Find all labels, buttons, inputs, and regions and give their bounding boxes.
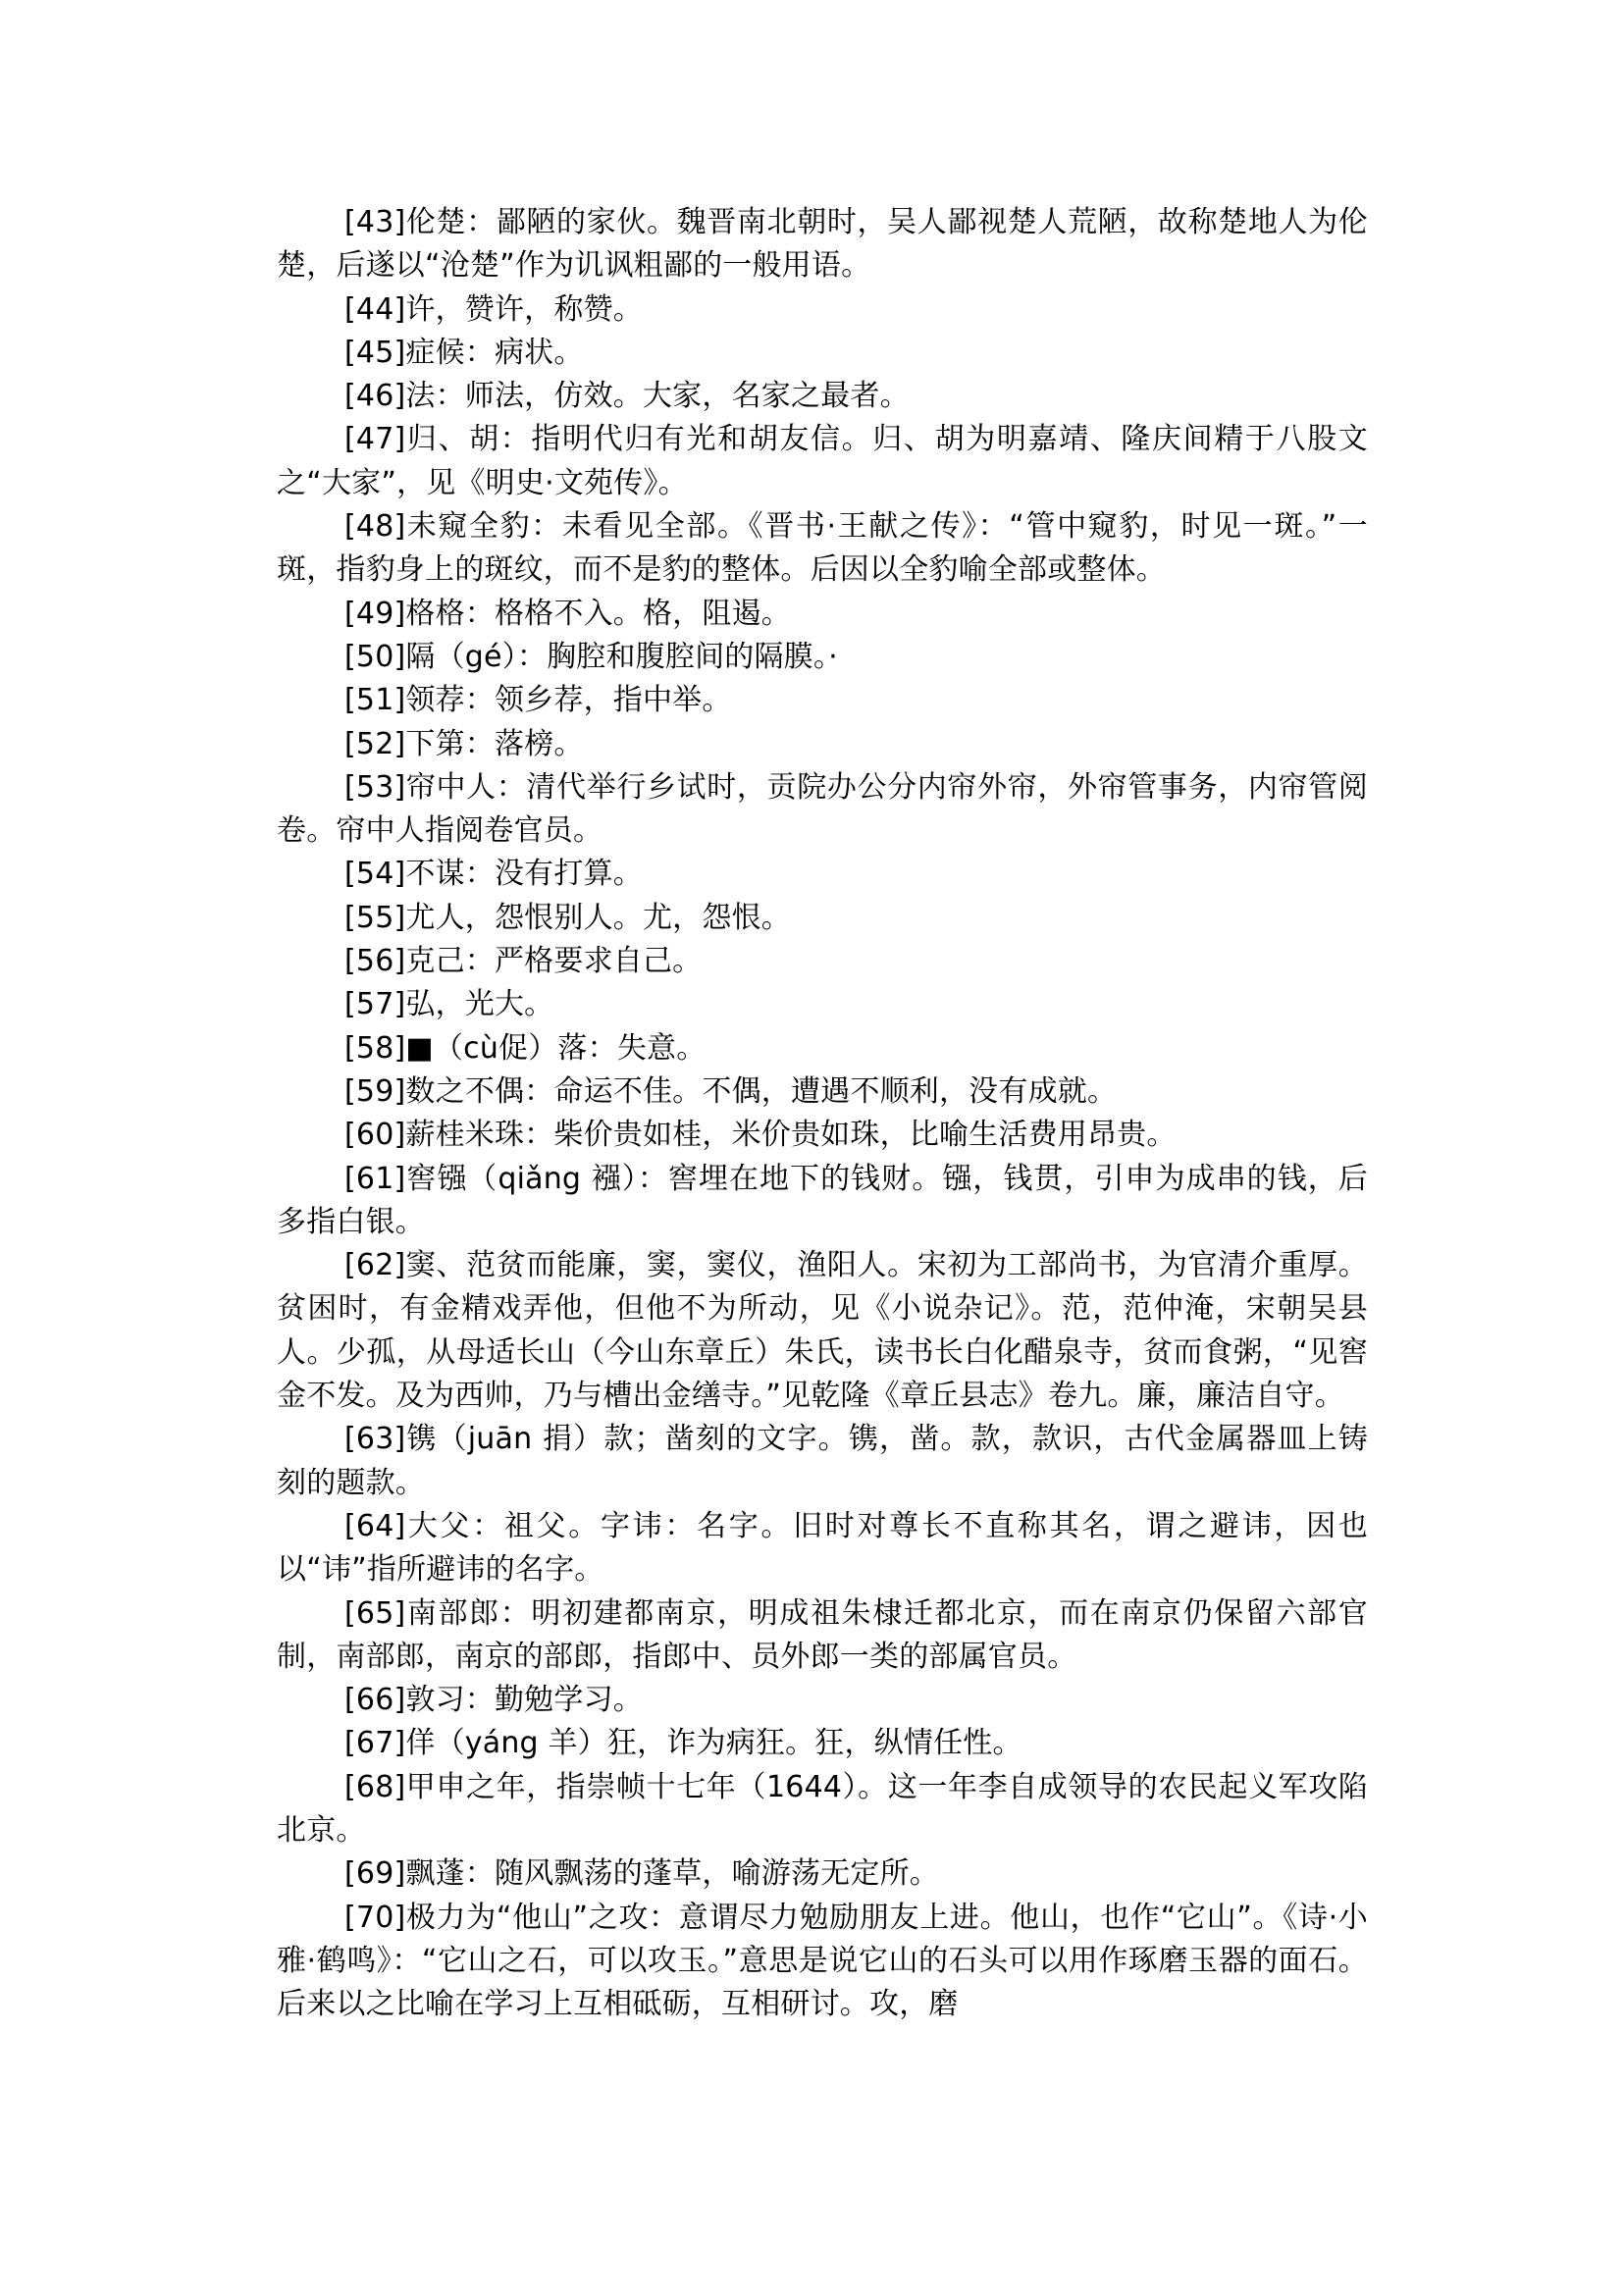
- note-44: [44]许，赞许，称赞。: [344, 291, 643, 327]
- note-52: [52]下第：落榜。: [344, 726, 584, 761]
- note-70: [70]极力为“他山”之攻：意谓尽力勉励朋友上进。他山，也作“它山”。《诗·小雅·鹤鸣》：“它山之石，可以攻玉。”意思是说它山的石头可以用作琢磨玉器的面石。后来以之比喻在学习上互相砥砺，互相研讨。攻，磨: [277, 1900, 1368, 2022]
- note-61: [61]窖镪（qiǎng 襁）：窖埋在地下的钱财。镪，钱贯，引申为成串的钱，后多指白银。: [277, 1161, 1368, 1239]
- note-56: [56]克己：严格要求自己。: [344, 944, 703, 979]
- note-54: [54]不谋：没有打算。: [344, 857, 643, 892]
- note-43: [43]伦楚：鄙陋的家伙。魏晋南北朝时，吴人鄙视楚人荒陋，故称楚地人为伦楚，后遂以“沧楚”作为讥讽粗鄙的一般用语。: [277, 205, 1368, 284]
- note-63: [63]镌（juān 捐）款；凿刻的文字。镌，凿。款，款识，古代金属器皿上铸刻的题款。: [277, 1422, 1368, 1500]
- note-66: [66]敦习：勤勉学习。: [344, 1683, 643, 1718]
- note-50: [50]隔（gé）：胸腔和腹腔间的隔膜。·: [344, 639, 838, 674]
- note-65: [65]南部郎：明初建都南京，明成祖朱棣迁都北京，而在南京仍保留六部官制，南部郎，南京的部郎，指郎中、员外郎一类的部属官员。: [277, 1595, 1368, 1674]
- note-51: [51]领荐：领乡荐，指中举。: [344, 683, 732, 718]
- note-67: [67]佯（yáng 羊）狂，诈为病狂。狂，纵情任性。: [344, 1726, 1022, 1761]
- note-58: [58]■（cù促）落：失意。: [344, 1030, 707, 1066]
- note-68: [68]甲申之年，指崇帧十七年（1644）。这一年李自成领导的农民起义军攻陷北京。: [277, 1769, 1368, 1848]
- note-45: [45]症候：病状。: [344, 335, 584, 370]
- note-59: [59]数之不偶：命运不佳。不偶，遭遇不顺利，没有成就。: [344, 1073, 1118, 1109]
- note-48: [48]未窥全豹：未看见全部。《晋书·王献之传》：“管中窥豹，时见一斑。”一斑，指豹身上的斑纹，而不是豹的整体。后因以全豹喻全部或整体。: [277, 509, 1368, 588]
- note-62: [62]窦、范贫而能廉，窦，窦仪，渔阳人。宋初为工部尚书，为官清介重厚。贫困时，有金精戏弄他，但他不为所动，见《小说杂记》。范，范仲淹，宋朝吴县人。少孤，从母适长山（今山东章丘）朱氏，读书长白化醋泉寺，贫而食粥，“见窖金不发。及为西帅，乃与槽出金缮寺。”见乾隆《章丘县志》卷九。廉，廉洁自守。: [277, 1248, 1368, 1414]
- note-69: [69]飘蓬：随风飘荡的蓬草，喻游荡无定所。: [344, 1856, 939, 1892]
- note-49: [49]格格：格格不入。格，阻遏。: [344, 596, 791, 631]
- notes-page: [277, 201, 1368, 2026]
- note-53: [53]帘中人：清代举行乡试时，贡院办公分内帘外帘，外帘管事务，内帘管阅卷。帘中人指阅卷官员。: [277, 769, 1368, 849]
- note-60: [60]薪桂米珠：柴价贵如桂，米价贵如珠，比喻生活费用昂贵。: [344, 1118, 1177, 1153]
- note-64: [64]大父：祖父。字讳：名字。旧时对尊长不直称其名，谓之避讳，因也以“讳”指所避讳的名字。: [277, 1508, 1368, 1588]
- note-46: [46]法：师法，仿效。大家，名家之最者。: [344, 379, 910, 414]
- note-57: [57]弘，光大。: [344, 987, 554, 1022]
- note-55: [55]尤人，怨恨别人。尤，怨恨。: [344, 900, 791, 935]
- note-47: [47]归、胡：指明代归有光和胡友信。归、胡为明嘉靖、隆庆间精于八股文之“大家”，见《明史·文苑传》。: [277, 422, 1368, 500]
